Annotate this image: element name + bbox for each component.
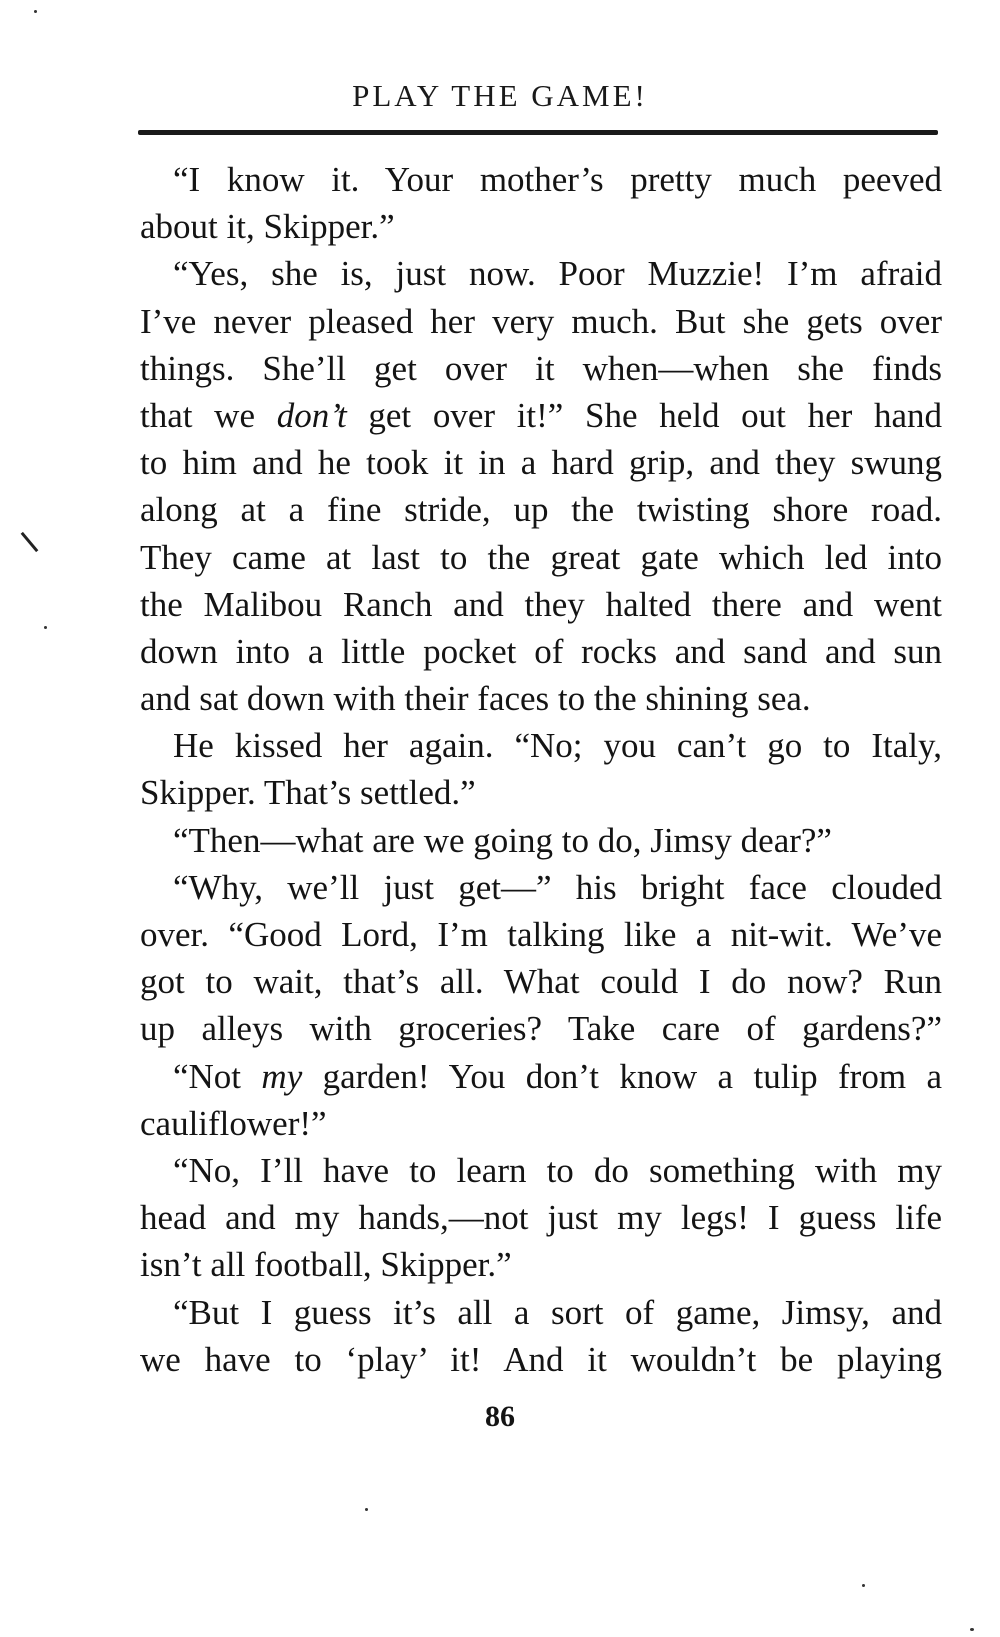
text-line: “Then—what are we going to do, Jimsy dear?” bbox=[173, 820, 832, 860]
ink-speck bbox=[365, 1508, 368, 1511]
text-line: They came at last to the great gate which led into bbox=[140, 537, 942, 577]
text-line: the Malibou Ranch and they halted there and went bbox=[140, 584, 942, 624]
ink-speck bbox=[970, 1628, 974, 1631]
text-line: we have to ‘play’ it! And it wouldn’t be playing bbox=[140, 1339, 942, 1379]
text-line: “No, I’ll have to learn to do something with my bbox=[173, 1150, 942, 1190]
ink-mark bbox=[21, 532, 39, 552]
text-line: head and my hands,—not just my legs! I guess life bbox=[140, 1198, 942, 1238]
text-line: isn’t all football, Skipper.” bbox=[140, 1245, 512, 1285]
text-line: “Why, we’ll just get—” his bright face clouded bbox=[173, 867, 942, 907]
running-title: PLAY THE GAME! bbox=[352, 78, 648, 113]
text-line: “But I guess it’s all a sort of game, Jimsy, and bbox=[173, 1292, 942, 1332]
header-rule bbox=[138, 130, 938, 135]
text-line: over. “Good Lord, I’m talking like a nit-wit. We’ve bbox=[140, 915, 942, 954]
text-line: I’ve never pleased her very much. But she gets over bbox=[140, 301, 942, 341]
text-line: things. She’ll get over it when—when she finds bbox=[140, 348, 942, 388]
text-line: He kissed her again. “No; you can’t go to Italy, bbox=[173, 726, 942, 766]
text-line: that we don’t get over it!” She held out her hand bbox=[140, 395, 942, 435]
text-line: about it, Skipper.” bbox=[140, 207, 395, 247]
text-line: down into a little pocket of rocks and sand and sun bbox=[140, 631, 942, 671]
ink-speck bbox=[862, 1584, 865, 1587]
ink-speck bbox=[34, 10, 37, 13]
page-body bbox=[140, 156, 942, 1383]
text-line: Skipper. That’s settled.” bbox=[140, 773, 476, 813]
page-number: 86 bbox=[485, 1400, 515, 1433]
text-line: along at a fine stride, up the twisting shore road. bbox=[140, 490, 942, 530]
text-line: up alleys with groceries? Take care of gardens?” bbox=[140, 1009, 942, 1049]
text-line: “Yes, she is, just now. Poor Muzzie! I’m afraid bbox=[173, 254, 942, 294]
text-line: cauliflower!” bbox=[140, 1103, 327, 1143]
text-line: and sat down with their faces to the shining sea. bbox=[140, 679, 811, 719]
text-line: “I know it. Your mother’s pretty much peeved bbox=[173, 160, 942, 199]
text-line: “Not my garden! You don’t know a tulip from a bbox=[173, 1056, 942, 1096]
text-line: to him and he took it in a hard grip, and they swung bbox=[140, 443, 942, 483]
ink-speck bbox=[44, 626, 47, 629]
text-line: got to wait, that’s all. What could I do now? Run bbox=[140, 962, 942, 1002]
